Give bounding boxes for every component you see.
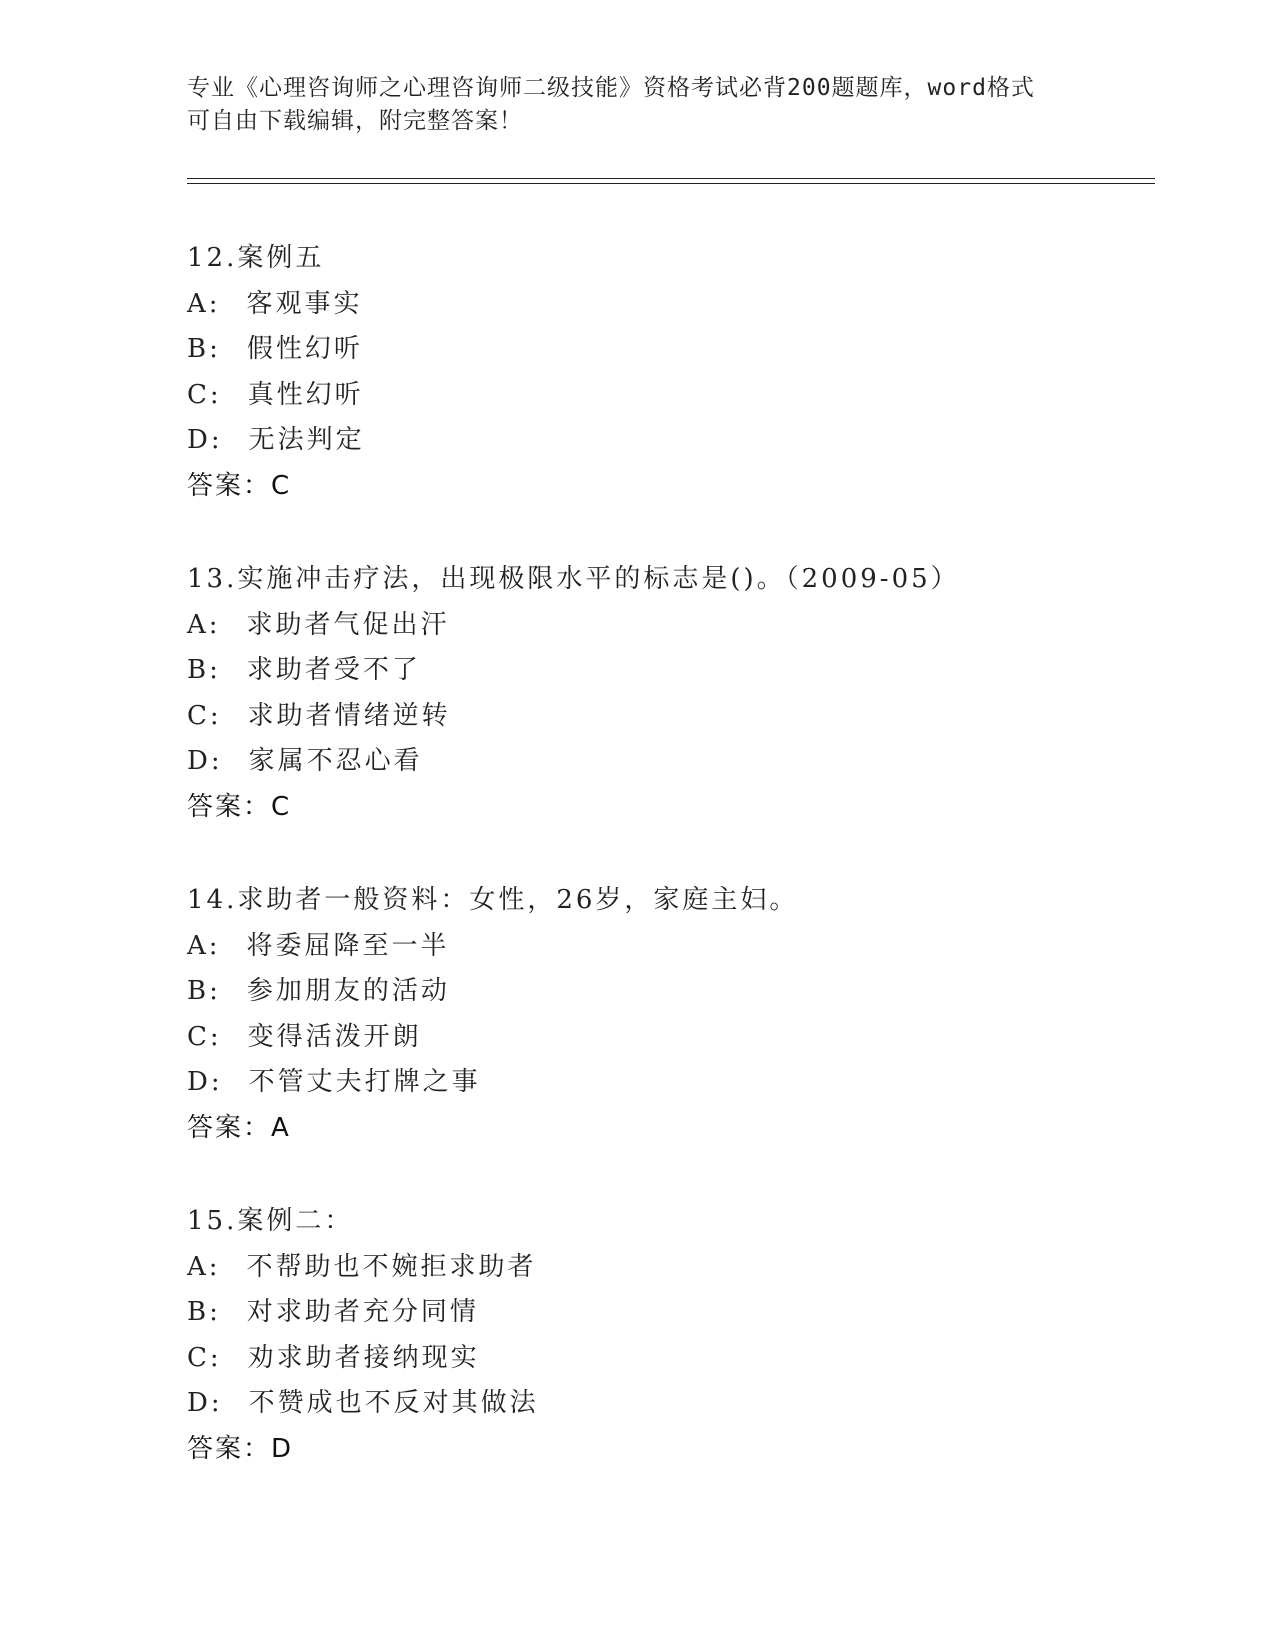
question-stem: 14.求助者一般资料：女性，26岁，家庭主妇。	[187, 885, 799, 915]
option-text: 客观事实	[246, 288, 363, 319]
option-separator: :	[209, 1021, 222, 1052]
option-text: 对求助者充分同情	[246, 1297, 479, 1327]
option-a	[187, 603, 1167, 649]
option-text: 求助者情绪逆转	[247, 700, 451, 731]
option-letter: C	[187, 379, 210, 410]
header-rule-top	[187, 178, 1155, 179]
option-separator: :	[210, 746, 223, 776]
option-letter: B	[187, 334, 210, 364]
answer-line: 答案：C	[187, 791, 292, 822]
option-b	[187, 969, 1167, 1015]
option-separator: :	[209, 334, 221, 364]
option-separator: :	[208, 288, 221, 319]
option-letter: A	[187, 288, 209, 319]
option-text: 参加朋友的活动	[246, 976, 450, 1006]
question-12	[187, 236, 1167, 509]
header-line-1: 专业《心理咨询师之心理咨询师二级技能》资格考试必背200题题库，word格式	[187, 75, 1035, 101]
option-a	[187, 924, 1167, 970]
option-text: 求助者受不了	[246, 655, 421, 685]
option-letter: B	[187, 976, 210, 1006]
option-letter: D	[187, 1067, 211, 1097]
option-letter: A	[187, 930, 209, 961]
question-13	[187, 557, 1167, 830]
option-separator: :	[209, 1342, 222, 1373]
option-letter: D	[187, 425, 211, 455]
option-letter: A	[187, 609, 209, 640]
option-text: 不管丈夫打牌之事	[248, 1067, 481, 1097]
option-separator: :	[210, 1388, 223, 1418]
option-text: 不帮助也不婉拒求助者	[246, 1251, 537, 1282]
question-stem: 15.案例二：	[187, 1206, 354, 1236]
question-stem: 13.实施冲击疗法，出现极限水平的标志是()。（2009-05）	[187, 564, 960, 594]
document-header	[187, 72, 1087, 138]
question-list	[187, 236, 1167, 1520]
option-b	[187, 648, 1167, 694]
question-14	[187, 878, 1167, 1151]
option-d	[187, 1381, 1167, 1427]
option-text: 劝求助者接纳现实	[247, 1342, 480, 1373]
option-text: 将委屈降至一半	[246, 930, 450, 961]
option-separator: :	[209, 379, 222, 410]
option-a	[187, 1245, 1167, 1291]
option-letter: C	[187, 700, 210, 731]
answer-line: 答案：A	[187, 1112, 291, 1143]
answer-line: 答案：C	[187, 470, 292, 501]
option-separator: :	[208, 1251, 221, 1282]
option-d	[187, 1060, 1167, 1106]
header-line-2: 可自由下载编辑，附完整答案！	[187, 108, 523, 134]
question-15	[187, 1199, 1167, 1472]
option-c	[187, 373, 1167, 419]
option-text: 无法判定	[248, 425, 365, 455]
option-separator: :	[210, 425, 223, 455]
option-separator: :	[209, 1297, 221, 1327]
option-c	[187, 1015, 1167, 1061]
option-letter: B	[187, 655, 210, 685]
option-text: 真性幻听	[247, 379, 364, 410]
answer-line: 答案：D	[187, 1433, 294, 1464]
option-text: 假性幻听	[246, 334, 363, 364]
option-a	[187, 282, 1167, 328]
option-letter: A	[187, 1251, 209, 1282]
option-separator: :	[210, 1067, 223, 1097]
option-separator: :	[209, 976, 221, 1006]
option-separator: :	[209, 700, 222, 731]
option-separator: :	[208, 930, 221, 961]
option-letter: C	[187, 1021, 210, 1052]
header-rule-bottom	[187, 183, 1155, 184]
option-c	[187, 1336, 1167, 1382]
option-letter: D	[187, 1388, 211, 1418]
option-separator: :	[209, 655, 221, 685]
option-letter: D	[187, 746, 211, 776]
option-c	[187, 694, 1167, 740]
option-letter: B	[187, 1297, 210, 1327]
option-b	[187, 1290, 1167, 1336]
option-text: 不赞成也不反对其做法	[248, 1388, 539, 1418]
option-text: 家属不忍心看	[248, 746, 423, 776]
option-letter: C	[187, 1342, 210, 1373]
option-separator: :	[208, 609, 221, 640]
option-text: 求助者气促出汗	[246, 609, 450, 640]
option-b	[187, 327, 1167, 373]
option-text: 变得活泼开朗	[247, 1021, 422, 1052]
option-d	[187, 739, 1167, 785]
option-d	[187, 418, 1167, 464]
question-stem: 12.案例五	[187, 243, 325, 273]
